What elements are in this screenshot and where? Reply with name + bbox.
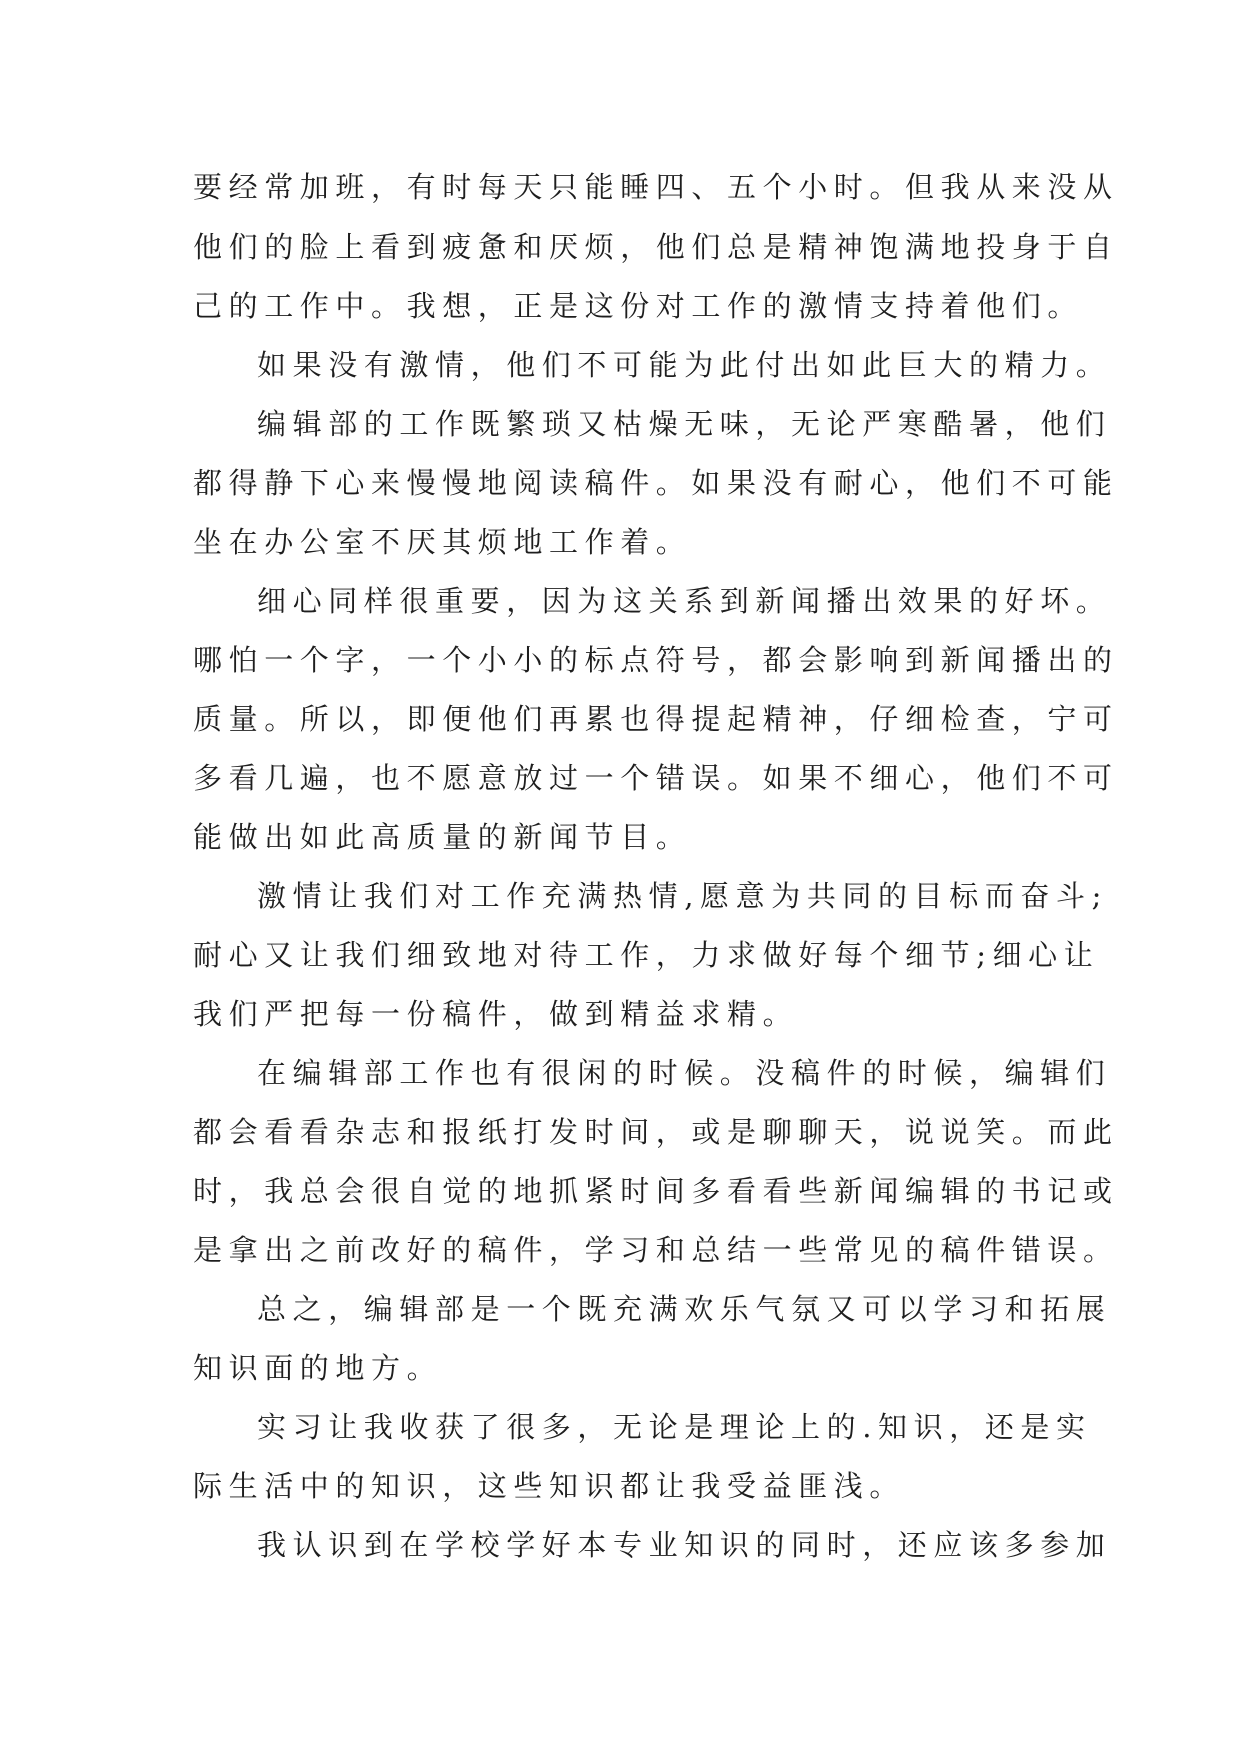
text-line: 他们的脸上看到疲惫和厌烦，他们总是精神饱满地投身于自	[193, 230, 1119, 264]
paragraph-first-line: 细心同样很重要，因为这关系到新闻播出效果的好坏。	[257, 584, 1112, 618]
text-line: 多看几遍，也不愿意放过一个错误。如果不细心，他们不可	[193, 761, 1119, 795]
text-line: 质量。所以，即便他们再累也得提起精神，仔细检查，宁可	[193, 702, 1119, 736]
text-line: 知识面的地方。	[193, 1351, 443, 1385]
paragraph-first-line: 在编辑部工作也有很闲的时候。没稿件的时候，编辑们	[257, 1056, 1112, 1090]
text-line: 能做出如此高质量的新闻节目。	[193, 820, 692, 854]
text-line: 际生活中的知识，这些知识都让我受益匪浅。	[193, 1469, 906, 1503]
text-line: 我们严把每一份稿件，做到精益求精。	[193, 997, 799, 1031]
text-line: 都会看看杂志和报纸打发时间，或是聊聊天，说说笑。而此	[193, 1115, 1119, 1149]
text-line: 时，我总会很自觉的地抓紧时间多看看些新闻编辑的书记或	[193, 1174, 1119, 1208]
paragraph-first-line: 如果没有激情，他们不可能为此付出如此巨大的精力。	[257, 348, 1112, 382]
text-line: 哪怕一个字，一个小小的标点符号，都会影响到新闻播出的	[193, 643, 1119, 677]
text-line: 己的工作中。我想，正是这份对工作的激情支持着他们。	[193, 289, 1084, 323]
paragraph-first-line: 总之，编辑部是一个既充满欢乐气氛又可以学习和拓展	[257, 1292, 1112, 1326]
paragraph-first-line: 激情让我们对工作充满热情,愿意为共同的目标而奋斗;	[257, 879, 1108, 913]
text-line: 是拿出之前改好的稿件，学习和总结一些常见的稿件错误。	[193, 1233, 1119, 1267]
paragraph-first-line: 实习让我收获了很多，无论是理论上的.知识，还是实	[257, 1410, 1092, 1444]
text-line: 耐心又让我们细致地对待工作，力求做好每个细节;细心让	[193, 938, 1100, 972]
text-line: 坐在办公室不厌其烦地工作着。	[193, 525, 692, 559]
text-line: 要经常加班，有时每天只能睡四、五个小时。但我从来没从	[193, 170, 1119, 204]
paragraph-first-line: 编辑部的工作既繁琐又枯燥无味，无论严寒酷暑，他们	[257, 407, 1112, 441]
paragraph-first-line: 我认识到在学校学好本专业知识的同时，还应该多参加	[257, 1528, 1112, 1562]
text-line: 都得静下心来慢慢地阅读稿件。如果没有耐心，他们不可能	[193, 466, 1119, 500]
